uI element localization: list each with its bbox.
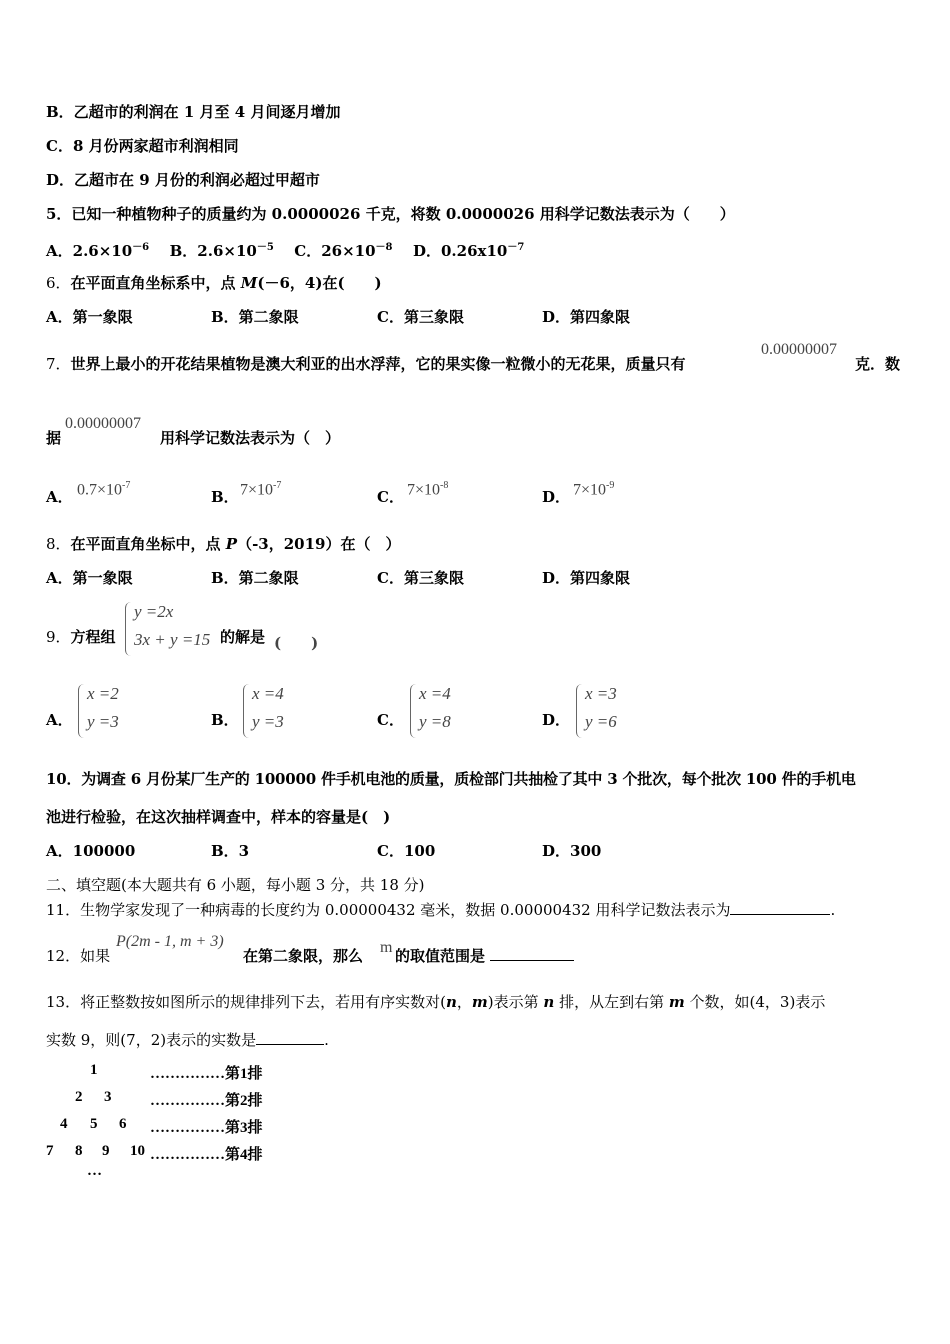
q6-option-d: D．第四象限	[542, 308, 631, 326]
q9-option-b-y: y =3	[252, 712, 284, 731]
row-label-1: ……………第1排	[150, 1066, 263, 1082]
q5-option-a: A．$2.6\times 10^{-6}$	[46, 242, 150, 260]
q9-stem: 9．方程组	[46, 628, 116, 646]
q9-option-a-x: x =2	[87, 684, 119, 703]
q5-option-d: D．$0.26x10^{-7}$	[412, 242, 525, 260]
triangle-ellipsis: …	[87, 1163, 102, 1179]
q7-option-d-label: D．	[542, 488, 571, 506]
q10-option-a: A．100000	[46, 842, 136, 860]
brace-icon	[125, 602, 131, 656]
q9-eq1: y =2x	[134, 602, 174, 621]
q7-line1-end: 克．数	[855, 355, 901, 373]
q7-value-2: 0.00000007	[65, 415, 141, 432]
q10-option-c: C．100	[377, 842, 436, 860]
q10-option-d: D．300	[542, 842, 602, 860]
brace-icon	[410, 684, 416, 738]
q12-var: m	[380, 939, 393, 956]
q4-option-b: B．乙超市的利润在 1 月至 4 月间逐月增加	[46, 103, 341, 121]
number-triangle-figure	[46, 1062, 286, 1182]
row-label-3: ……………第3排	[150, 1120, 263, 1136]
q9-option-a	[78, 684, 148, 738]
triangle-number: 4	[60, 1116, 68, 1132]
triangle-number: 6	[119, 1116, 127, 1132]
q8-stem: 8．在平面直角坐标中，点 P（-3，2019）在（ ）	[46, 535, 401, 553]
q7-line1: 7．世界上最小的开花结果植物是澳大利亚的出水浮萍，它的果实像一粒微小的无花果，质量只有	[46, 355, 686, 373]
q12-expression: P(2m - 1, m + 3)	[116, 933, 224, 950]
q12-stem-pre: 12．如果	[46, 947, 111, 965]
triangle-number: 9	[102, 1143, 110, 1159]
q6-option-a: A．第一象限	[46, 308, 133, 326]
q13-line1: 13．将正整数按如图所示的规律排列下去，若用有序实数对(n，m)表示第 n 排，从左到右第 m 个数，如(4，3)表示	[46, 993, 826, 1011]
q7-option-a-label: A．	[46, 488, 73, 506]
q4-option-c: C．8 月份两家超市利润相同	[46, 137, 239, 155]
q6-stem: 6．在平面直角坐标系中，点 M(－6，4)在( )	[46, 274, 382, 292]
q9-option-c-x: x =4	[419, 684, 451, 703]
q7-option-c-label: C．	[377, 488, 404, 506]
q5-stem: 5．已知一种植物种子的质量约为 0.0000026 千克，将数 0.0000026 用科学记数法表示为（ ）	[46, 205, 735, 223]
q8-option-d: D．第四象限	[542, 569, 631, 587]
triangle-number: 1	[90, 1062, 98, 1078]
q4-option-d: D．乙超市在 9 月份的利润必超过甲超市	[46, 171, 320, 189]
q9-option-c-label: C．	[377, 711, 404, 729]
q8-option-b: B．第二象限	[211, 569, 299, 587]
q9-option-c-y: y =8	[419, 712, 451, 731]
row-label-4: ……………第4排	[150, 1147, 263, 1163]
q9-option-d-y: y =6	[585, 712, 617, 731]
q9-paren: ( )	[274, 634, 319, 652]
q12-post: 的取值范围是	[395, 946, 574, 966]
q7-line2-post: 用科学记数法表示为（ ）	[160, 429, 341, 447]
q9-system	[125, 602, 220, 656]
q8-option-c: C．第三象限	[377, 569, 464, 587]
q11-stem: 11．生物学家发现了一种病毒的长度约为 0.00000432 毫米，数据 0.00000432 用科学记数法表示为 .	[46, 901, 836, 919]
triangle-number: 3	[104, 1089, 112, 1105]
brace-icon	[243, 684, 249, 738]
triangle-number: 5	[90, 1116, 98, 1132]
q7-option-d: $7\times 10^{-9}$	[573, 480, 615, 499]
q6-option-c: C．第三象限	[377, 308, 464, 326]
q9-option-a-y: y =3	[87, 712, 119, 731]
q9-option-d-label: D．	[542, 711, 571, 729]
q9-option-d-x: x =3	[585, 684, 617, 703]
q8-option-a: A．第一象限	[46, 569, 133, 587]
q9-option-b	[243, 684, 313, 738]
q9-option-b-label: B．	[211, 711, 239, 729]
q9-option-a-label: A．	[46, 711, 73, 729]
q7-option-b: $7\times 10^{-7}$	[240, 480, 282, 499]
q10-line2: 池进行检验，在这次抽样调查中，样本的容量是( )	[46, 808, 391, 826]
q10-option-b: B．3	[211, 842, 250, 860]
brace-icon	[78, 684, 84, 738]
q7-option-b-label: B．	[211, 488, 239, 506]
q12-answer-blank[interactable]	[490, 948, 574, 961]
q9-option-b-x: x =4	[252, 684, 284, 703]
row-label-2: ……………第2排	[150, 1093, 263, 1109]
q9-eq2: 3x + y =15	[134, 630, 211, 649]
triangle-number: 8	[75, 1143, 83, 1159]
q5-options	[46, 238, 524, 261]
q9-option-d	[576, 684, 646, 738]
brace-icon	[576, 684, 582, 738]
q7-value-1: 0.00000007	[761, 341, 837, 358]
q7-option-c: $7\times 10^{-8}$	[407, 480, 449, 499]
q5-option-c: C．$26\times 10^{-8}$	[294, 242, 393, 260]
q12-mid: 在第二象限，那么	[243, 947, 364, 965]
section-2-heading: 二、填空题(本大题共有 6 小题，每小题 3 分，共 18 分)	[46, 876, 425, 894]
q13-answer-blank[interactable]	[256, 1032, 324, 1045]
triangle-number: 10	[130, 1143, 145, 1159]
q10-line1: 10．为调查 6 月份某厂生产的 100000 件手机电池的质量，质检部门共抽检了其中 3 个批次，每个批次 100 件的手机电	[46, 770, 856, 788]
triangle-number: 2	[75, 1089, 83, 1105]
q9-option-c	[410, 684, 480, 738]
q13-line2: 实数 9，则(7，2)表示的实数是 .	[46, 1031, 329, 1049]
q5-option-b: B．$2.6\times 10^{-5}$	[169, 242, 274, 260]
triangle-number: 7	[46, 1143, 54, 1159]
q9-post: 的解是	[220, 628, 266, 646]
q11-answer-blank[interactable]	[730, 902, 830, 915]
q6-option-b: B．第二象限	[211, 308, 299, 326]
q7-line2-pre: 据	[46, 429, 62, 447]
q7-option-a: $0.7\times 10^{-7}$	[77, 480, 131, 499]
